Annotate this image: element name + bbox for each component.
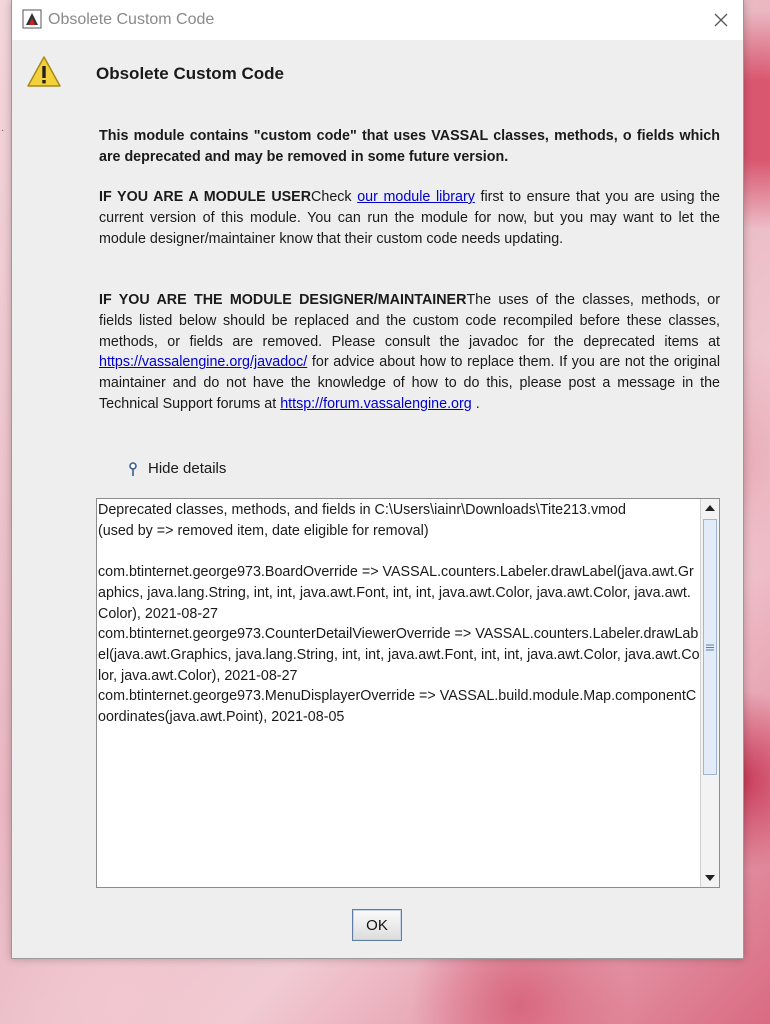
hide-details-label: Hide details [148,460,227,477]
desktop-marker: · [1,125,5,136]
toggle-pin-icon [128,461,138,477]
deprecated-items-list[interactable]: Deprecated classes, methods, and fields in C:\Users\iainr\Downloads\Tite213.vmod (used by => removed item, date eligible for removal) com.btinternet.george973.BoardOverride => VASSAL.counters.Labeler.drawLabel(java.awt.Graphics, java.lang.String, int, int, java.awt.Font, int, int, java.awt.Color, java.awt.Color, java.awt.Color), 2021-08-27 com.btinternet.george973.CounterDetailViewerOverride => VASSAL.counters.Labeler.drawLabel(java.awt.Graphics, java.lang.String, int, int, java.awt.Font, int, int, java.awt.Color, java.awt.Color, java.awt.Color), 2021-08-27 com.btinternet.george973.MenuDisplayerOverride => VASSAL.build.module.Map.componentCoordinates(java.awt.Point), 2021-08-05 [98,502,700,726]
designer-section-heading: IF YOU ARE THE MODULE DESIGNER/MAINTAINER [99,292,467,308]
obsolete-code-dialog [11,0,744,959]
scroll-down-button[interactable] [701,869,719,887]
window-title: Obsolete Custom Code [48,11,215,28]
module-library-link[interactable]: our module library [357,189,475,205]
javadoc-link[interactable]: https://vassalengine.org/javadoc/ [99,354,308,371]
forum-link[interactable]: httsp://forum.vassalengine.org [280,395,472,412]
title-bar[interactable] [12,0,743,40]
message-designer-section [99,290,720,415]
message-user-section [99,187,720,249]
app-icon [22,9,42,29]
scroll-thumb[interactable] [703,519,717,775]
close-icon [713,12,729,28]
designer-section-text-3: . [471,395,480,412]
scroll-up-button[interactable] [701,499,719,517]
details-text-area[interactable] [96,498,720,888]
user-section-text-1: Check [311,189,358,205]
arrow-up-icon [705,505,715,511]
ok-button[interactable]: OK [352,909,402,941]
message-intro: This module contains "custom code" that uses VASSAL classes, methods, o fields which are deprecated and may be removed in some future version. [99,128,720,165]
warning-icon [26,55,62,89]
dialog-heading: Obsolete Custom Code [96,64,284,83]
hide-details-toggle[interactable] [128,460,226,477]
grip-icon [706,644,714,651]
designer-section-text-2: for advice about how to replace them. If you are not the original maintainer and do not have the knowledge of how to do this, please post a message in the Technical Support forums at [99,354,720,412]
user-section-heading: IF YOU ARE A MODULE USER [99,189,312,205]
designer-section-text-1: The uses of the classes, methods, or fields listed below should be replaced and the custom code recompiled before these classes, methods, or fields are removed. Please consult the javadoc for the deprecated items at [99,292,720,350]
vertical-scrollbar[interactable] [700,499,719,887]
user-section-text-2: first to ensure that you are using the current version of this module. You can run the module for now, but you may want to let the module designer/maintainer know that their custom code needs updating. [99,189,721,247]
arrow-down-icon [705,875,715,881]
close-button[interactable] [707,6,735,34]
